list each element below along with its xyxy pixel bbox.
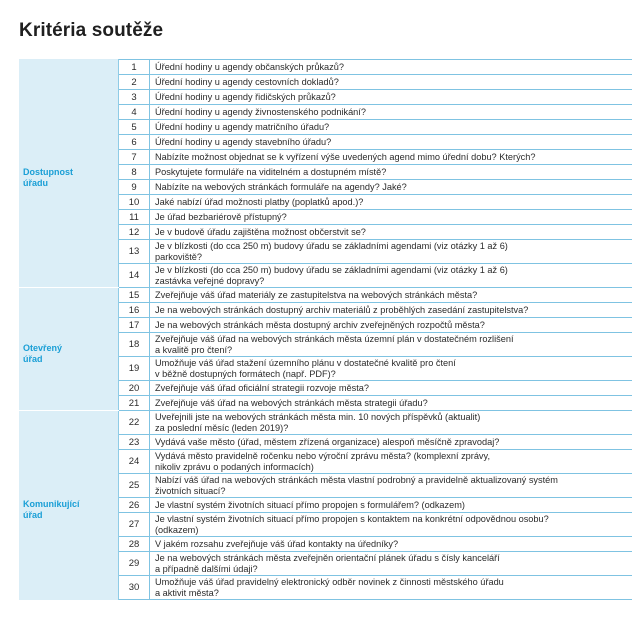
table-row: [119, 474, 632, 498]
row-question: Je vlastní systém životních situací přímo propojen s formulářem? (odkazem): [155, 499, 465, 510]
row-question: Nabízíte možnost objednat se k vyřízení výše uvedených agend mimo úřední dobu? Kterých?: [155, 151, 536, 162]
table-row: [119, 450, 632, 474]
row-number: 23: [119, 435, 150, 449]
row-question: Je úřad bezbariérově přístupný?: [155, 211, 287, 222]
category-otevreny-urad: [19, 288, 119, 411]
table-row: [119, 225, 632, 240]
row-question: V jakém rozsahu zveřejňuje váš úřad kontakty na úředníky?: [155, 538, 399, 549]
row-number: 30: [119, 576, 150, 599]
table-row: [119, 120, 632, 135]
category-dostupnost-uradu: [19, 59, 119, 288]
row-number: 28: [119, 537, 150, 551]
row-number: 1: [119, 60, 150, 74]
row-question: Je na webových stránkách města dostupný archiv zveřejněných rozpočtů města?: [155, 319, 485, 330]
row-number: 13: [119, 240, 150, 263]
row-question: Nabízíte na webových stránkách formuláře na agendy? Jaké?: [155, 181, 407, 192]
row-number: 7: [119, 150, 150, 164]
row-number: 19: [119, 357, 150, 380]
row-number: 21: [119, 396, 150, 410]
table-row: [119, 90, 632, 105]
table-row: [119, 105, 632, 120]
table-row: [119, 195, 632, 210]
table-row: [119, 537, 632, 552]
table-row: [119, 288, 632, 303]
row-question: Úřední hodiny u agendy stavebního úřadu?: [155, 136, 332, 147]
row-question: Zveřejňuje váš úřad oficiální strategii rozvoje města?: [155, 382, 369, 393]
row-question: Úřední hodiny u agendy živnostenského podnikání?: [155, 106, 366, 117]
row-number: 17: [119, 318, 150, 332]
row-number: 3: [119, 90, 150, 104]
row-question: Zveřejňuje váš úřad materiály ze zastupitelstva na webových stránkách města?: [155, 289, 478, 300]
row-number: 18: [119, 333, 150, 356]
table-row: [119, 180, 632, 195]
page-title: Kritéria soutěže: [19, 20, 164, 41]
row-question: Poskytujete formuláře na viditelném a dostupném místě?: [155, 166, 387, 177]
row-question: Je na webových stránkách dostupný archiv materiálů z proběhlých zasedání zastupitelstva?: [155, 304, 529, 315]
table-row: [119, 75, 632, 90]
row-number: 25: [119, 474, 150, 497]
row-question: Jaké nabízí úřad možnosti platby (poplatků apod.)?: [155, 196, 364, 207]
row-number: 27: [119, 513, 150, 536]
table-row: [119, 303, 632, 318]
row-number: 10: [119, 195, 150, 209]
table-row: [119, 210, 632, 225]
row-number: 8: [119, 165, 150, 179]
row-number: 24: [119, 450, 150, 473]
row-number: 12: [119, 225, 150, 239]
row-question: Nabízí váš úřad na webových stránkách města vlastní podrobný a pravidelně aktualizovaný systém životních situací?: [155, 474, 558, 496]
row-question: Je v blízkosti (do cca 250 m) budovy úřadu se základními agendami (viz otázky 1 až 6) zastávka veřejné dopravy?: [155, 264, 508, 286]
row-question: Úřední hodiny u agendy matričního úřadu?: [155, 121, 330, 132]
table-row: [119, 513, 632, 537]
table-row: [119, 60, 632, 75]
row-question: Vydává město pravidelně ročenku nebo výroční zprávu města? (komplexní zprávy, nikoliv zprávu o podaných informacích): [155, 450, 490, 472]
category-label: Komunikující úřad: [23, 498, 80, 520]
category-separator: [19, 287, 119, 288]
table-row: [119, 150, 632, 165]
table-row: [119, 435, 632, 450]
row-number: 26: [119, 498, 150, 512]
row-question: Umožňuje váš úřad pravidelný elektronický odběr novinek z činnosti městského úřadu a aktivit města?: [155, 576, 504, 598]
row-number: 4: [119, 105, 150, 119]
category-label: Dostupnost úřadu: [23, 166, 73, 188]
row-number: 29: [119, 552, 150, 575]
row-question: Zveřejňuje váš úřad na webových stránkách města strategii úřadu?: [155, 397, 428, 408]
table-row: [119, 135, 632, 150]
row-question: Je na webových stránkách města zveřejněn orientační plánek úřadu s čísly kanceláří a případně dalšími údaji?: [155, 552, 500, 574]
table-row: [119, 318, 632, 333]
table-row: [119, 576, 632, 600]
row-number: 16: [119, 303, 150, 317]
category-komunikujici-urad: [19, 411, 119, 600]
table-row: [119, 333, 632, 357]
table-row: [119, 396, 632, 411]
row-number: 22: [119, 411, 150, 434]
table-row: [119, 381, 632, 396]
row-number: 15: [119, 288, 150, 302]
row-question: Zveřejňuje váš úřad na webových stránkách města územní plán v dostatečném rozlišení a kvalitě pro čtení?: [155, 333, 514, 355]
row-number: 5: [119, 120, 150, 134]
table-row: [119, 357, 632, 381]
category-separator: [19, 410, 119, 411]
row-question: Umožňuje váš úřad stažení územního plánu v dostatečné kvalitě pro čtení v běžně dostupných formátech (např. PDF)?: [155, 357, 456, 379]
table-row: [119, 165, 632, 180]
category-label: Otevřený úřad: [23, 342, 63, 364]
table-row: [119, 411, 632, 435]
row-number: 6: [119, 135, 150, 149]
row-number: 2: [119, 75, 150, 89]
row-question: Úřední hodiny u agendy občanských průkazů?: [155, 61, 344, 72]
row-number: 14: [119, 264, 150, 287]
row-question: Je vlastní systém životních situací přímo propojen s kontaktem na konkrétní odpovědnou osobu? (odkazem): [155, 513, 549, 535]
row-question: Úřední hodiny u agendy řidičských průkazů?: [155, 91, 336, 102]
row-question: Je v blízkosti (do cca 250 m) budovy úřadu se základními agendami (viz otázky 1 až 6) parkoviště?: [155, 240, 508, 262]
row-number: 20: [119, 381, 150, 395]
table-row: [119, 240, 632, 264]
table-row: [119, 498, 632, 513]
row-question: Vydává vaše město (úřad, městem zřízená organizace) alespoň měsíčně zpravodaj?: [155, 436, 500, 447]
table-row: [119, 264, 632, 288]
row-question: Je v budově úřadu zajištěna možnost občerstvit se?: [155, 226, 366, 237]
row-number: 11: [119, 210, 150, 224]
row-number: 9: [119, 180, 150, 194]
row-question: Úřední hodiny u agendy cestovních dokladů?: [155, 76, 339, 87]
row-question: Uveřejnili jste na webových stránkách města min. 10 nových příspěvků (aktualit) za poslední měsíc (leden 2019)?: [155, 411, 481, 433]
table-row: [119, 552, 632, 576]
